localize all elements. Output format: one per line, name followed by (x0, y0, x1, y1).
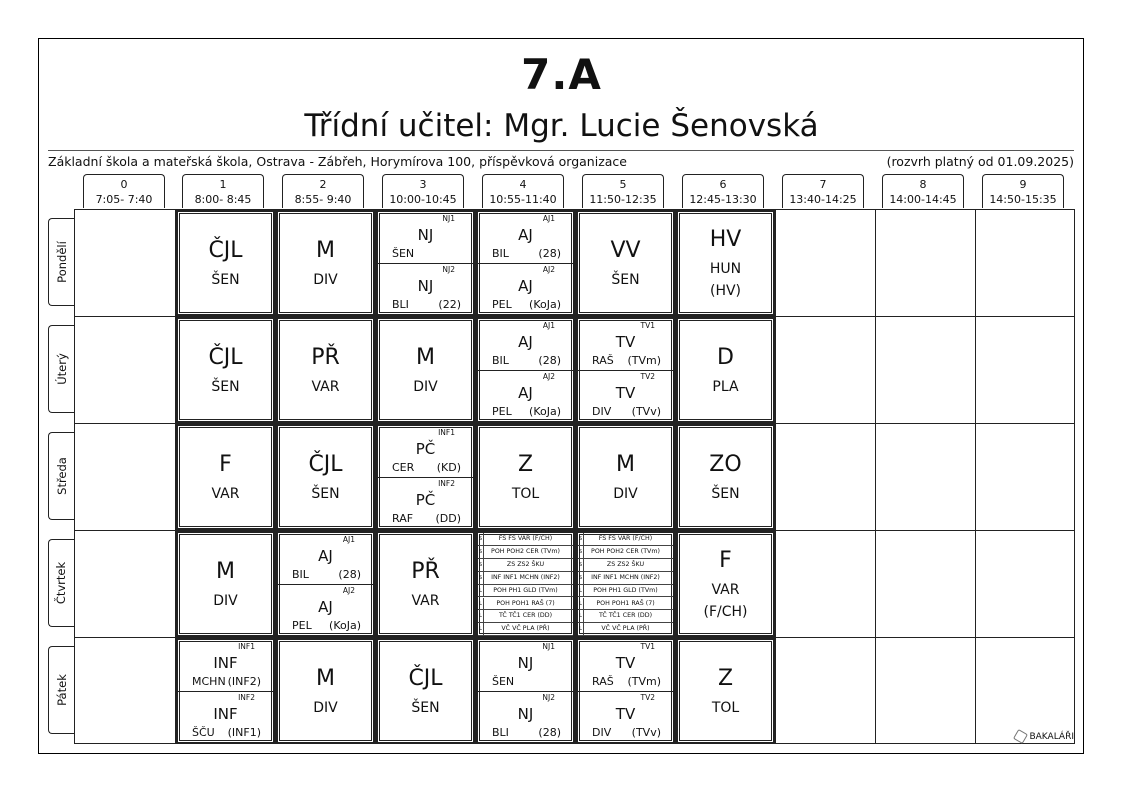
day-label-1 (48, 325, 74, 413)
group-label: INF1 (438, 428, 455, 437)
lesson-cell-split[interactable] (276, 531, 375, 637)
hour-number: 6 (719, 178, 727, 191)
teacher: RAF (392, 512, 414, 525)
mini-lesson-mark: S (478, 546, 484, 558)
mini-lesson (478, 546, 573, 559)
group-label: AJ1 (542, 214, 555, 223)
teacher: DIV (592, 405, 612, 418)
subject: M (616, 452, 635, 477)
hour-number: 0 (120, 178, 128, 191)
lesson-group-bottom (478, 691, 573, 742)
lesson-cell[interactable] (376, 317, 475, 423)
teacher: ŠEN (392, 247, 415, 260)
mini-lesson-mark: S (578, 546, 584, 558)
subject: AJ (318, 547, 333, 565)
lesson-cell[interactable] (576, 424, 675, 530)
group-label: INF1 (238, 642, 255, 651)
mini-lesson-text: ZS ZS2 ŠKU (506, 560, 545, 568)
day-name: Úterý (54, 353, 69, 385)
school-name: Základní škola a mateřská škola, Ostrava - Zábřeh, Horymírova 100, příspěvková organizace (48, 154, 627, 169)
room: (28) (538, 247, 561, 260)
bakalari-icon (1013, 729, 1028, 744)
mini-lesson-text: TČ TČ1 CER (DD) (498, 612, 553, 620)
teacher: DIV (213, 593, 238, 609)
mini-lesson-text: FS FS VAR (F/CH) (598, 535, 653, 542)
mini-lesson-mark: L (578, 623, 584, 635)
lesson-group-top (578, 319, 673, 371)
lesson-cell[interactable] (276, 638, 375, 744)
subject: AJ (518, 333, 533, 351)
hour-header-4 (482, 174, 564, 208)
group-label: INF2 (238, 693, 255, 702)
group-label: NJ1 (442, 214, 455, 223)
subject: TV (615, 384, 636, 402)
teacher: VAR (411, 593, 440, 609)
teacher: TOL (511, 486, 540, 502)
mini-lesson-text: POH POH2 CER (TVm) (491, 547, 560, 555)
group-label: AJ2 (542, 372, 555, 381)
lesson-cell-split[interactable] (476, 638, 575, 744)
lesson-cell[interactable] (676, 317, 775, 423)
day-label-0 (48, 218, 74, 306)
subject: INF (213, 654, 238, 672)
lesson-group-bottom (478, 370, 573, 421)
mini-lesson-text: FS FS VAR (F/CH) (498, 535, 553, 542)
day-label-4 (48, 646, 74, 734)
mini-lesson-mark: L (578, 585, 584, 597)
class-teacher: Třídní učitel: Mgr. Lucie Šenovská (304, 108, 819, 144)
teacher: DIV (313, 700, 338, 716)
day-name: Pátek (54, 674, 69, 706)
teacher: ŠEN (492, 675, 515, 688)
lesson-group-bottom (578, 691, 673, 742)
hour-number: 1 (219, 178, 227, 191)
teacher: BIL (492, 354, 509, 367)
divider (48, 150, 1074, 151)
teacher: ŠEN (211, 379, 240, 395)
class-title: 7.A (521, 50, 602, 99)
room: (KD) (436, 461, 461, 474)
teacher: BIL (492, 247, 509, 260)
hour-header-2 (282, 174, 364, 208)
room: (28) (538, 354, 561, 367)
teacher: BLI (492, 726, 509, 739)
mini-lesson (478, 598, 573, 611)
lesson-cell-split[interactable] (476, 317, 575, 423)
subject: INF (213, 705, 238, 723)
mini-lesson-text: POH POH2 CER (TVm) (591, 547, 660, 555)
teacher: BLI (392, 298, 409, 311)
mini-lesson (578, 585, 673, 598)
teacher: RAŠ (592, 354, 614, 367)
hour-time: 10:55-11:40 (489, 193, 557, 206)
bakalari-logo (1015, 731, 1074, 742)
mini-lesson (478, 572, 573, 585)
hour-header-3 (382, 174, 464, 208)
lesson-group-bottom (378, 263, 473, 314)
mini-lesson-mark: L (478, 598, 484, 610)
room: (F/CH) (703, 604, 748, 620)
grid-column-line (975, 209, 976, 744)
teacher: HUN (709, 261, 742, 277)
subject: ČJL (408, 666, 443, 691)
hour-number: 3 (419, 178, 427, 191)
lesson-cell-multi[interactable] (476, 531, 575, 637)
mini-lesson-text: ZS ZS2 ŠKU (606, 560, 645, 568)
mini-lesson-text: POH PH1 GLD (TVm) (593, 586, 658, 594)
mini-lesson (478, 623, 573, 636)
mini-lesson (478, 610, 573, 623)
lesson-cell[interactable] (676, 424, 775, 530)
teacher: PEL (492, 405, 512, 418)
lesson-group-bottom (378, 477, 473, 528)
valid-from: (rozvrh platný od 01.09.2025) (886, 154, 1074, 169)
teacher: VAR (311, 379, 340, 395)
mini-lesson (578, 610, 673, 623)
mini-lesson-mark: S (578, 533, 584, 545)
mini-lesson (578, 623, 673, 636)
room: (KoJa) (329, 619, 361, 632)
mini-lesson-text: INF INF1 MCHN (INF2) (491, 573, 560, 581)
mini-lesson-mark: L (478, 623, 484, 635)
mini-lesson-mark: S (578, 572, 584, 584)
brand-label: BAKALÁŘI (1029, 731, 1074, 742)
lesson-cell-split[interactable] (476, 210, 575, 316)
subject: M (416, 345, 435, 370)
mini-lesson-mark: L (578, 610, 584, 622)
teacher: VAR (711, 582, 740, 598)
room: (DD) (435, 512, 461, 525)
day-name: Čtvrtek (54, 561, 69, 605)
lesson-group-top (478, 640, 573, 692)
mini-lesson-mark: L (578, 598, 584, 610)
mini-lesson-mark: L (478, 610, 484, 622)
mini-lesson-mark: S (478, 572, 484, 584)
room: (KoJa) (529, 405, 561, 418)
group-label: NJ1 (542, 642, 555, 651)
lesson-group-bottom (178, 691, 273, 742)
hour-number: 7 (819, 178, 827, 191)
hour-header-9 (982, 174, 1064, 208)
subject: AJ (518, 384, 533, 402)
subject: TV (615, 333, 636, 351)
teacher: ŠEN (311, 486, 340, 502)
subject: VV (610, 238, 641, 263)
subject: AJ (518, 277, 533, 295)
group-label: TV1 (640, 321, 655, 330)
hour-time: 11:50-12:35 (589, 193, 657, 206)
subject: PČ (415, 440, 436, 458)
lesson-group-top (478, 212, 573, 264)
subject: AJ (518, 226, 533, 244)
teacher: DIV (613, 486, 638, 502)
teacher: PLA (712, 379, 739, 395)
lesson-cell[interactable] (176, 210, 275, 316)
subject: M (316, 666, 335, 691)
lesson-group-bottom (478, 263, 573, 314)
lesson-cell[interactable] (276, 424, 375, 530)
hour-time: 8:55- 9:40 (294, 193, 352, 206)
room: (KoJa) (529, 298, 561, 311)
subject: F (219, 452, 232, 477)
group-label: NJ2 (542, 693, 555, 702)
day-name: Středa (54, 457, 69, 495)
mini-lesson-text: INF INF1 MCHN (INF2) (591, 573, 660, 581)
mini-lesson-text: TČ TČ1 CER (DD) (598, 612, 653, 620)
teacher: ŠEN (211, 272, 240, 288)
room: (HV) (709, 283, 742, 299)
hour-number: 9 (1019, 178, 1027, 191)
teacher: ŠEN (711, 486, 740, 502)
teacher: PEL (492, 298, 512, 311)
mini-lesson-text: VČ VČ PLA (PŘ) (501, 625, 550, 633)
hour-number: 2 (319, 178, 327, 191)
grid-column-line (875, 209, 876, 744)
subject: ČJL (208, 345, 243, 370)
lesson-cell[interactable] (376, 531, 475, 637)
mini-lesson-text: POH POH1 RAŠ (7) (596, 599, 655, 607)
hour-time: 13:40-14:25 (789, 193, 857, 206)
hour-time: 8:00- 8:45 (194, 193, 252, 206)
day-label-3 (48, 539, 74, 627)
mini-lesson (578, 598, 673, 611)
hour-header-0 (83, 174, 165, 208)
hour-time: 14:50-15:35 (989, 193, 1057, 206)
subject: PŘ (411, 559, 440, 584)
room: (TVm) (627, 675, 661, 688)
lesson-cell[interactable] (576, 210, 675, 316)
teacher: BIL (292, 568, 309, 581)
subject: F (719, 548, 732, 573)
room: (22) (438, 298, 461, 311)
room: (INF2) (227, 675, 261, 688)
subject: NJ (517, 705, 534, 723)
teacher: ŠEN (611, 272, 640, 288)
lesson-group-top (478, 319, 573, 371)
group-label: AJ2 (542, 265, 555, 274)
mini-lesson (578, 572, 673, 585)
lesson-cell-split[interactable] (376, 210, 475, 316)
group-label: TV2 (640, 372, 655, 381)
lesson-group-bottom (278, 584, 373, 635)
subject: PČ (415, 491, 436, 509)
teacher: PEL (292, 619, 312, 632)
teacher: RAŠ (592, 675, 614, 688)
group-label: AJ2 (342, 586, 355, 595)
teacher: TOL (711, 700, 740, 716)
lesson-cell[interactable] (176, 424, 275, 530)
hour-time: 14:00-14:45 (889, 193, 957, 206)
mini-lesson-text: POH PH1 GLD (TVm) (493, 586, 558, 594)
lesson-cell[interactable] (676, 638, 775, 744)
subject: NJ (417, 226, 434, 244)
room: (28) (538, 726, 561, 739)
hour-header-1 (182, 174, 264, 208)
lesson-cell[interactable] (276, 210, 375, 316)
group-label: AJ1 (342, 535, 355, 544)
room: (INF1) (227, 726, 261, 739)
subject: NJ (417, 277, 434, 295)
day-name: Pondělí (54, 241, 69, 283)
lesson-cell[interactable] (176, 317, 275, 423)
lesson-group-top (578, 640, 673, 692)
lesson-cell-multi[interactable] (576, 531, 675, 637)
subject: ČJL (208, 238, 243, 263)
hour-time: 12:45-13:30 (689, 193, 757, 206)
lesson-cell[interactable] (376, 638, 475, 744)
lesson-cell[interactable] (676, 210, 775, 316)
hour-number: 8 (919, 178, 927, 191)
hour-header-6 (682, 174, 764, 208)
lesson-group-top (178, 640, 273, 692)
hour-header-7 (782, 174, 864, 208)
lesson-cell[interactable] (676, 531, 775, 637)
subject: Z (717, 666, 734, 691)
mini-lesson-mark: L (478, 585, 484, 597)
room: (TVv) (631, 726, 661, 739)
mini-lesson (478, 533, 573, 546)
mini-lesson-mark: S (578, 559, 584, 571)
subject: TV (615, 705, 636, 723)
group-label: INF2 (438, 479, 455, 488)
day-label-2 (48, 432, 74, 520)
subject: NJ (517, 654, 534, 672)
teacher: ŠČU (192, 726, 215, 739)
lesson-group-top (378, 212, 473, 264)
lesson-cell-split[interactable] (176, 638, 275, 744)
group-label: TV1 (640, 642, 655, 651)
mini-lesson-text: POH POH1 RAŠ (7) (496, 599, 555, 607)
hour-time: 10:00-10:45 (389, 193, 457, 206)
mini-lesson-mark: S (478, 559, 484, 571)
hour-number: 5 (619, 178, 627, 191)
lesson-cell-split[interactable] (576, 317, 675, 423)
subject: ZO (709, 452, 742, 477)
subject: AJ (318, 598, 333, 616)
hour-number: 4 (519, 178, 527, 191)
subject: M (216, 559, 235, 584)
mini-lesson (578, 559, 673, 572)
mini-lesson (478, 559, 573, 572)
mini-lesson (578, 533, 673, 546)
subject: HV (709, 227, 742, 252)
group-label: AJ1 (542, 321, 555, 330)
mini-lesson-text: VČ VČ PLA (PŘ) (601, 625, 650, 633)
room: (TVv) (631, 405, 661, 418)
lesson-group-top (278, 533, 373, 585)
hour-header-5 (582, 174, 664, 208)
hour-time: 7:05- 7:40 (95, 193, 153, 206)
lesson-group-top (378, 426, 473, 478)
teacher: DIV (592, 726, 612, 739)
lesson-cell[interactable] (176, 531, 275, 637)
subject: ČJL (308, 452, 343, 477)
group-label: NJ2 (442, 265, 455, 274)
lesson-cell[interactable] (276, 317, 375, 423)
subject: TV (615, 654, 636, 672)
lesson-cell-split[interactable] (376, 424, 475, 530)
subject: D (717, 345, 734, 370)
teacher: MCHN (192, 675, 226, 688)
room: (TVm) (627, 354, 661, 367)
teacher: VAR (211, 486, 240, 502)
lesson-cell[interactable] (476, 424, 575, 530)
teacher: DIV (413, 379, 438, 395)
mini-lesson-mark: S (478, 533, 484, 545)
teacher: DIV (313, 272, 338, 288)
grid-column-line (775, 209, 776, 744)
room: (28) (338, 568, 361, 581)
mini-lesson (578, 546, 673, 559)
teacher: ŠEN (411, 700, 440, 716)
group-label: TV2 (640, 693, 655, 702)
hour-header-8 (882, 174, 964, 208)
subject: M (316, 238, 335, 263)
mini-lesson (478, 585, 573, 598)
subject: PŘ (311, 345, 340, 370)
teacher: CER (392, 461, 415, 474)
lesson-group-bottom (578, 370, 673, 421)
subject: Z (517, 452, 534, 477)
lesson-cell-split[interactable] (576, 638, 675, 744)
